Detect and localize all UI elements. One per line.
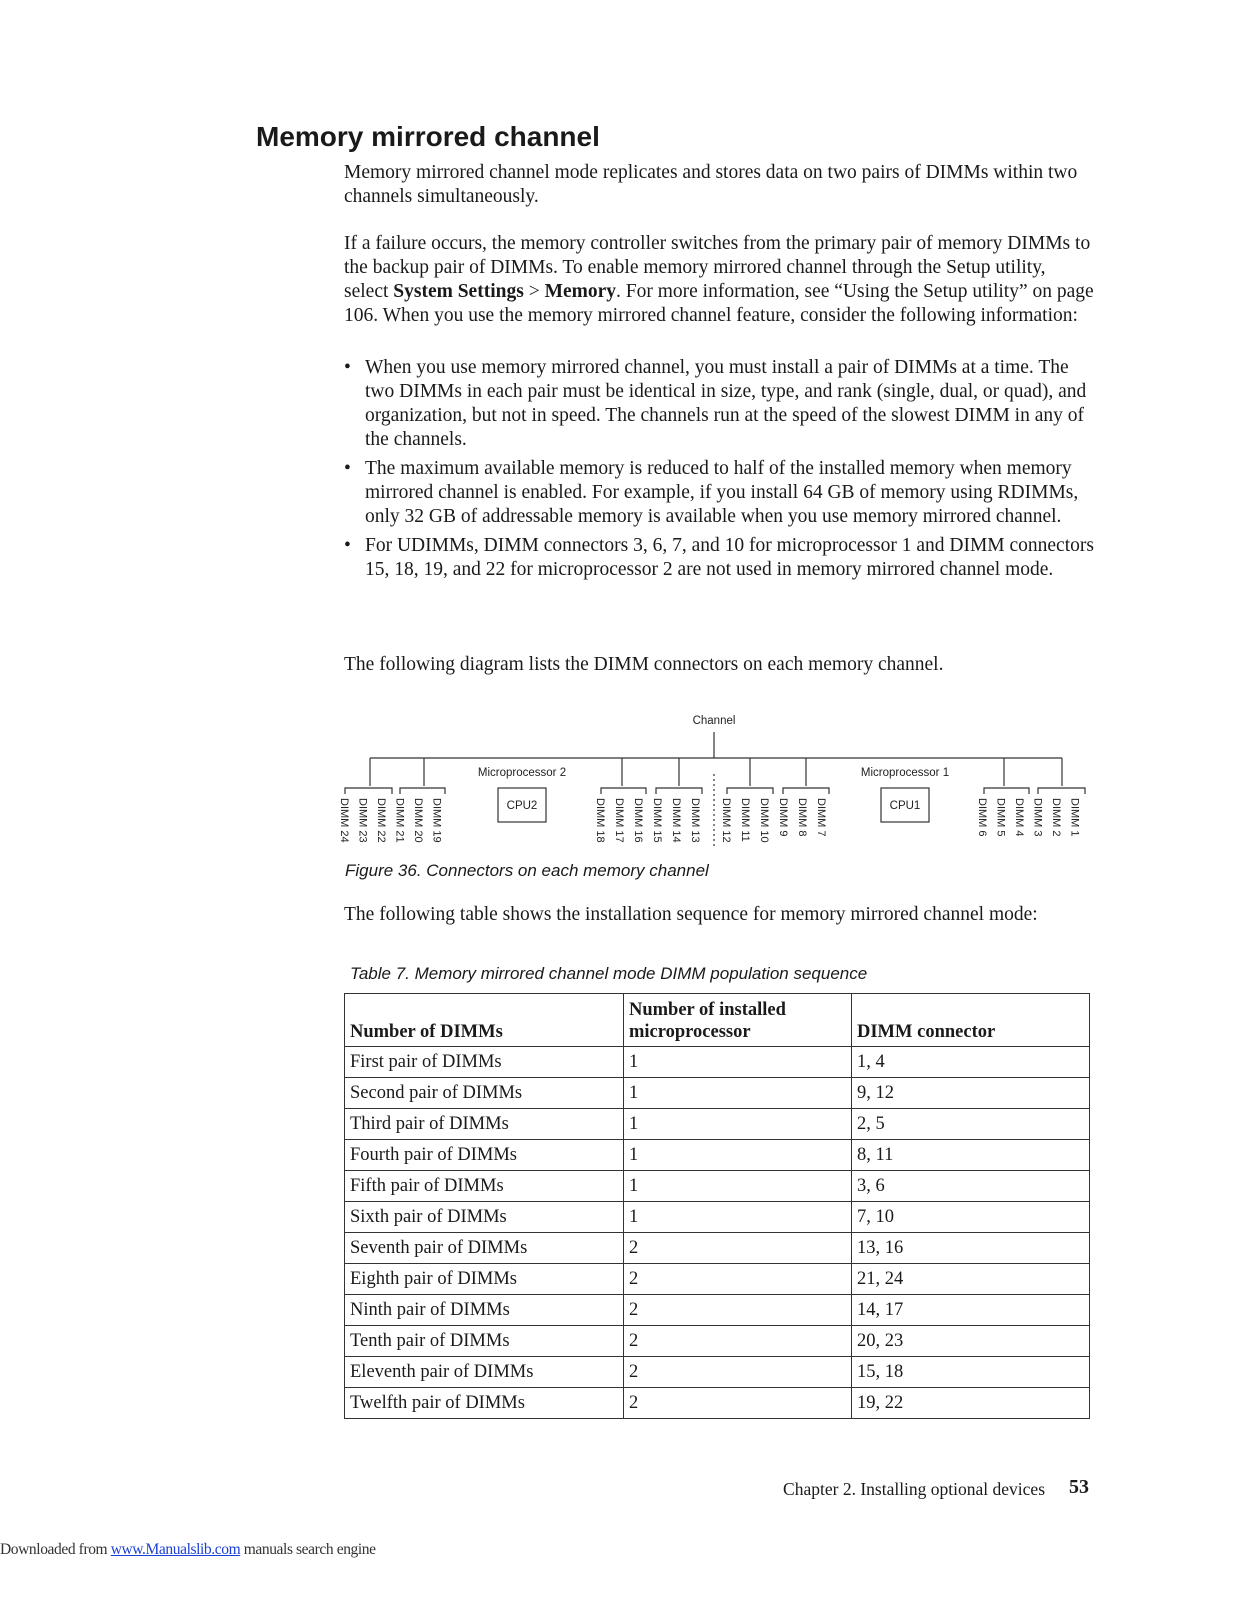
cell-number-of-dimms: Twelfth pair of DIMMs bbox=[345, 1388, 624, 1419]
cell-microprocessor: 1 bbox=[624, 1047, 852, 1078]
table-row bbox=[345, 1171, 1090, 1202]
cell-microprocessor: 2 bbox=[624, 1357, 852, 1388]
page-title: Memory mirrored channel bbox=[256, 121, 600, 152]
table-row bbox=[345, 1078, 1090, 1109]
bullet-item-2: • The maximum available memory is reduced to half of the installed memory when memory mirrored channel is enabled. For example, if you install 64 GB of memory using RDIMMs, only 32 GB of addressable memory is available when you use memory mirrored channel. bbox=[344, 457, 1096, 529]
cell-number-of-dimms: Eighth pair of DIMMs bbox=[345, 1264, 624, 1295]
cell-number-of-dimms: Seventh pair of DIMMs bbox=[345, 1233, 624, 1264]
failure-paragraph bbox=[344, 232, 1094, 328]
table-intro-paragraph: The following table shows the installation sequence for memory mirrored channel mode: bbox=[344, 904, 1038, 925]
intro-paragraph: Memory mirrored channel mode replicates and stores data on two pairs of DIMMs within two channels simultaneously. bbox=[344, 162, 1078, 207]
dimm-label: DIMM 4 bbox=[1013, 798, 1025, 837]
microprocessor-2-label: Microprocessor 2 bbox=[477, 767, 567, 779]
dimm-label: DIMM 1 bbox=[1068, 798, 1081, 837]
dimm-label: DIMM 5 bbox=[994, 798, 1007, 837]
cell-number-of-dimms: First pair of DIMMs bbox=[345, 1047, 624, 1078]
header-dimm-connector: DIMM connector bbox=[852, 994, 1090, 1047]
cell-microprocessor: 2 bbox=[624, 1295, 852, 1326]
dimm-labels bbox=[338, 798, 1081, 843]
table-row bbox=[345, 1264, 1090, 1295]
dimm-label: DIMM 19 bbox=[430, 798, 443, 843]
table-row bbox=[345, 1109, 1090, 1140]
cell-dimm-connector: 15, 18 bbox=[852, 1357, 1090, 1388]
cell-dimm-connector: 3, 6 bbox=[852, 1171, 1090, 1202]
bullet-item-3: • For UDIMMs, DIMM connectors 3, 6, 7, and 10 for microprocessor 1 and DIMM connectors 15, 18, 19, and 22 for microprocessor 2 are not used in memory mirrored channel mode. bbox=[344, 534, 1096, 582]
channel-label: Channel bbox=[692, 715, 736, 727]
dimm-label: DIMM 2 bbox=[1050, 798, 1062, 837]
cell-microprocessor: 1 bbox=[624, 1109, 852, 1140]
dimm-label: DIMM 14 bbox=[670, 798, 682, 843]
header-number-of-dimms: Number of DIMMs bbox=[345, 994, 624, 1047]
dimm-label: DIMM 16 bbox=[632, 798, 644, 843]
page-number: 53 bbox=[1069, 1476, 1089, 1498]
channel-diagram bbox=[330, 706, 1100, 851]
cell-microprocessor: 1 bbox=[624, 1202, 852, 1233]
dimm-label: DIMM 12 bbox=[720, 798, 732, 843]
cell-dimm-connector: 20, 23 bbox=[852, 1326, 1090, 1357]
microprocessor-1-label: Microprocessor 1 bbox=[860, 767, 950, 779]
cell-number-of-dimms: Fifth pair of DIMMs bbox=[345, 1171, 624, 1202]
cell-number-of-dimms: Tenth pair of DIMMs bbox=[345, 1326, 624, 1357]
cell-dimm-connector: 7, 10 bbox=[852, 1202, 1090, 1233]
manualslib-link[interactable]: www.Manualslib.com bbox=[110, 1541, 241, 1558]
table-row bbox=[345, 1388, 1090, 1419]
population-sequence-table bbox=[344, 993, 1090, 1419]
dimm-label: DIMM 20 bbox=[412, 798, 424, 843]
table-row bbox=[345, 1357, 1090, 1388]
dimm-label: DIMM 10 bbox=[758, 798, 770, 843]
table-row bbox=[345, 1233, 1090, 1264]
table-row bbox=[345, 1047, 1090, 1078]
dimm-label: DIMM 8 bbox=[796, 798, 808, 837]
table-row bbox=[345, 1326, 1090, 1357]
table-caption: Table 7. Memory mirrored channel mode DIMM population sequence bbox=[350, 964, 868, 983]
cell-microprocessor: 2 bbox=[624, 1264, 852, 1295]
footer-chapter: Chapter 2. Installing optional devices bbox=[783, 1479, 1045, 1499]
menu-system-settings: System Settings bbox=[393, 281, 524, 302]
menu-memory: Memory bbox=[544, 281, 617, 302]
dimm-label: DIMM 7 bbox=[815, 798, 827, 837]
cell-microprocessor: 1 bbox=[624, 1140, 852, 1171]
cell-dimm-connector: 2, 5 bbox=[852, 1109, 1090, 1140]
cell-dimm-connector: 8, 11 bbox=[852, 1140, 1090, 1171]
dimm-label: DIMM 22 bbox=[375, 798, 387, 843]
download-note bbox=[0, 1541, 376, 1559]
cell-microprocessor: 2 bbox=[624, 1326, 852, 1357]
figure-caption: Figure 36. Connectors on each memory channel bbox=[345, 861, 709, 880]
download-prefix: Downloaded from bbox=[0, 1541, 111, 1558]
dimm-label: DIMM 24 bbox=[338, 798, 350, 843]
dimm-label: DIMM 21 bbox=[393, 798, 406, 843]
cell-dimm-connector: 13, 16 bbox=[852, 1233, 1090, 1264]
cell-number-of-dimms: Fourth pair of DIMMs bbox=[345, 1140, 624, 1171]
cell-microprocessor: 2 bbox=[624, 1388, 852, 1419]
dimm-label: DIMM 11 bbox=[739, 798, 751, 842]
cell-number-of-dimms: Third pair of DIMMs bbox=[345, 1109, 624, 1140]
failure-text-1: If a failure occurs, the memory controller switches from the primary pair of memory DIMMs to the backup pair of DIMMs. To enable memory mirrored channel through the Setup utility, select bbox=[344, 233, 1091, 302]
bullet-list bbox=[344, 356, 1096, 587]
bullet-item-1: • When you use memory mirrored channel, you must install a pair of DIMMs at a time. The two DIMMs in each pair must be identical in size, type, and rank (single, dual, or quad), and organization, but not in speed. The channels run at the speed of the slowest DIMM in any of the channels. bbox=[344, 356, 1096, 452]
download-suffix: manuals search engine bbox=[240, 1541, 376, 1558]
table-row bbox=[345, 1295, 1090, 1326]
cell-number-of-dimms: Ninth pair of DIMMs bbox=[345, 1295, 624, 1326]
dimm-label: DIMM 6 bbox=[976, 798, 988, 837]
cell-microprocessor: 1 bbox=[624, 1171, 852, 1202]
cell-number-of-dimms: Second pair of DIMMs bbox=[345, 1078, 624, 1109]
cell-number-of-dimms: Eleventh pair of DIMMs bbox=[345, 1357, 624, 1388]
table-header-row bbox=[345, 994, 1090, 1047]
dimm-label: DIMM 17 bbox=[613, 798, 625, 843]
dimm-label: DIMM 13 bbox=[689, 798, 701, 843]
cell-microprocessor: 2 bbox=[624, 1233, 852, 1264]
cell-dimm-connector: 14, 17 bbox=[852, 1295, 1090, 1326]
cpu1-label: CPU1 bbox=[889, 800, 921, 812]
table-row bbox=[345, 1202, 1090, 1233]
header-installed-microprocessor: Number of installed microprocessor bbox=[624, 994, 852, 1047]
cell-dimm-connector: 1, 4 bbox=[852, 1047, 1090, 1078]
menu-separator: > bbox=[523, 281, 545, 302]
dimm-label: DIMM 18 bbox=[594, 798, 606, 843]
table-row bbox=[345, 1140, 1090, 1171]
diagram-intro-paragraph: The following diagram lists the DIMM connectors on each memory channel. bbox=[344, 654, 944, 675]
cell-dimm-connector: 21, 24 bbox=[852, 1264, 1090, 1295]
cpu2-label: CPU2 bbox=[506, 800, 538, 812]
failure-text-2: . For more information, see “Using the Setup utility” on page 106. When you use the memory mirrored channel feature, consider the following information: bbox=[344, 281, 1094, 326]
cell-dimm-connector: 19, 22 bbox=[852, 1388, 1090, 1419]
dimm-label: DIMM 3 bbox=[1031, 798, 1044, 837]
dimm-label: DIMM 9 bbox=[777, 798, 789, 837]
cell-microprocessor: 1 bbox=[624, 1078, 852, 1109]
cell-dimm-connector: 9, 12 bbox=[852, 1078, 1090, 1109]
dimm-label: DIMM 23 bbox=[356, 798, 369, 843]
cell-number-of-dimms: Sixth pair of DIMMs bbox=[345, 1202, 624, 1233]
dimm-label: DIMM 15 bbox=[651, 798, 663, 843]
